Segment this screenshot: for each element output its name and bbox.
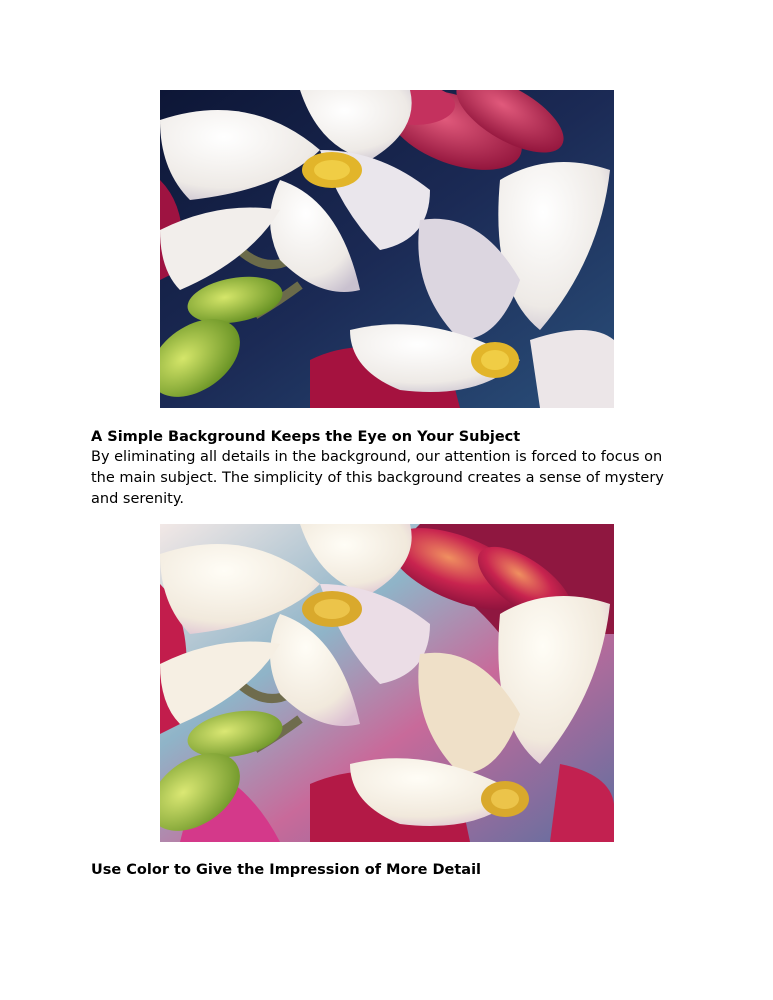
section-heading: Use Color to Give the Impression of More Detail — [91, 862, 482, 878]
magnolia-painting-colorful-background — [160, 524, 614, 842]
magnolia-painting-dark-background — [160, 90, 614, 408]
painting-svg — [160, 90, 614, 408]
painting-svg — [160, 524, 614, 842]
section-heading: A Simple Background Keeps the Eye on Your Subject — [91, 429, 521, 445]
section-body-text: By eliminating all details in the background, our attention is forced to focus on the main subject. The simplicity of this background creates a sense of mystery and serenity. — [91, 449, 664, 507]
